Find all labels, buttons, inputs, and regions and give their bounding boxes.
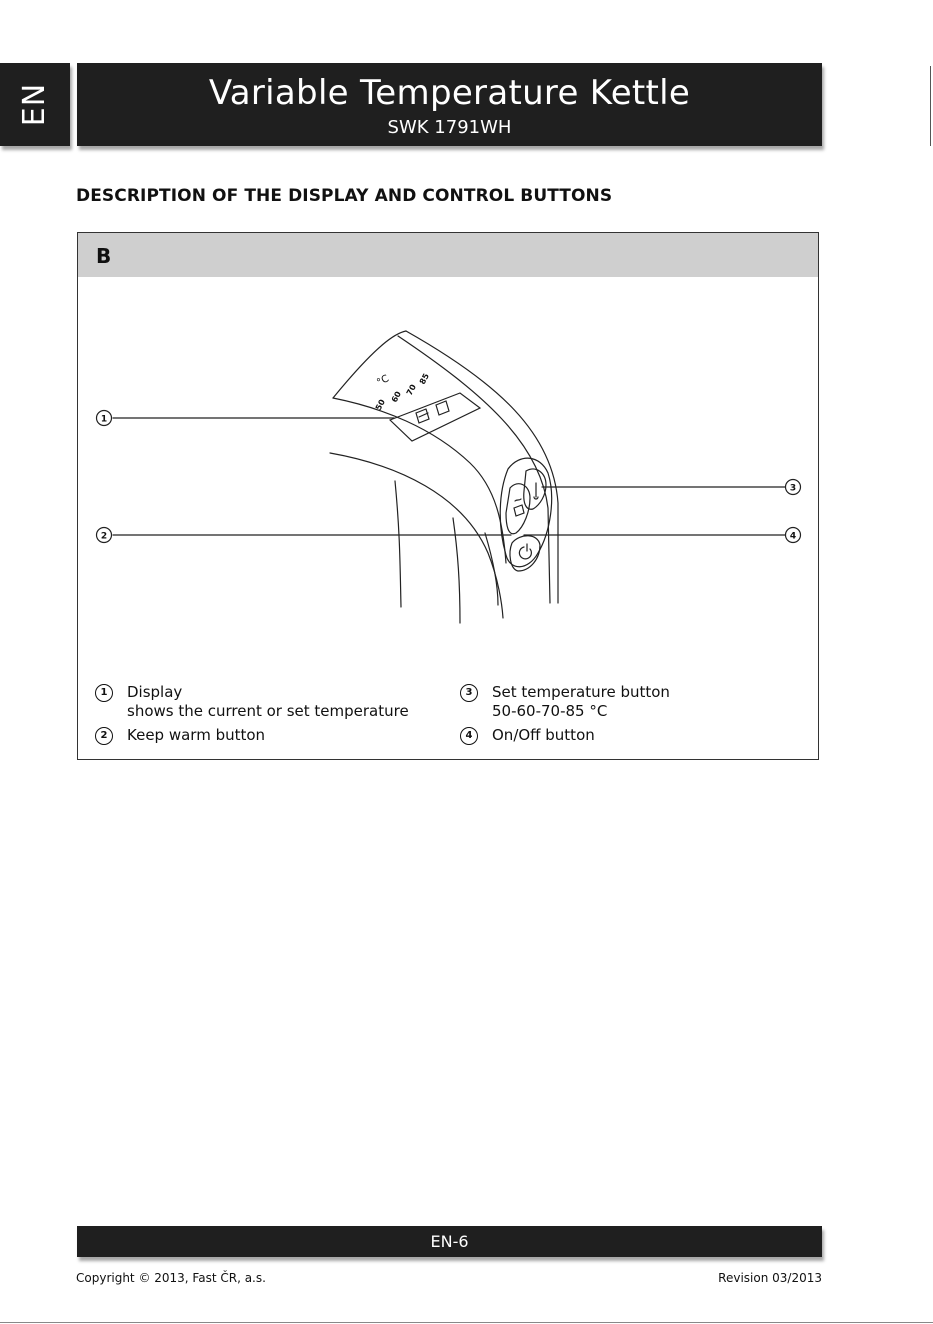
set-temperature-button: [524, 469, 546, 509]
legend-number: 3: [460, 684, 478, 702]
callout-number-3: 3: [789, 483, 797, 494]
legend-number: 1: [95, 684, 113, 702]
callout-number-2: 2: [100, 531, 108, 542]
callout-number-1: 1: [100, 414, 108, 425]
temperature-mark-85: 85: [417, 371, 431, 386]
legend-label: Keep warm button: [127, 726, 266, 744]
crop-mark: [930, 66, 931, 146]
document-title: Variable Temperature Kettle: [208, 73, 691, 113]
page-number: EN-6: [430, 1232, 469, 1251]
revision-label: Revision 03/2013: [718, 1271, 822, 1285]
kettle-body-center-line: [453, 518, 460, 623]
temperature-mark-70: 70: [404, 382, 418, 397]
language-tab: [0, 63, 70, 146]
temperature-mark-60: 60: [389, 389, 403, 404]
legend-description: shows the current or set temperature: [127, 702, 409, 720]
footer-bar: [77, 1226, 822, 1257]
kettle-illustration: [78, 233, 818, 759]
display-digit-6: [416, 409, 429, 423]
section-heading: DESCRIPTION OF THE DISPLAY AND CONTROL BUTTONS: [76, 186, 613, 206]
page-edge-line: [0, 1322, 933, 1323]
copyright-notice: Copyright © 2013, Fast ČR, a.s.: [76, 1271, 266, 1285]
temperature-unit-label: °C: [375, 373, 391, 389]
kettle-body-lower-line: [395, 481, 401, 607]
temperature-mark-50: 50: [373, 397, 387, 412]
legend-label: On/Off button: [492, 726, 595, 744]
thermometer-icon: [534, 483, 538, 499]
display-screen: [390, 393, 480, 441]
legend-number: 2: [95, 727, 113, 745]
kettle-side-inner-curve: [485, 533, 498, 605]
model-number: SWK 1791WH: [387, 117, 512, 138]
figure-label: B: [96, 244, 112, 268]
legend-label: Set temperature button: [492, 683, 670, 701]
kettle-handle-top-edge: [333, 331, 406, 398]
callout-number-4: 4: [789, 531, 797, 542]
header-bar: [77, 63, 822, 146]
display-digit-0: [436, 401, 449, 415]
legend-description: 50-60-70-85 °C: [492, 702, 608, 720]
language-tab-label: EN: [17, 82, 53, 127]
legend-number: 4: [460, 727, 478, 745]
figure-box: [77, 232, 819, 760]
kettle-warm-icon: [514, 499, 524, 516]
legend-label: Display: [127, 683, 183, 701]
power-icon: [519, 544, 531, 559]
keep-warm-button: [506, 484, 530, 534]
